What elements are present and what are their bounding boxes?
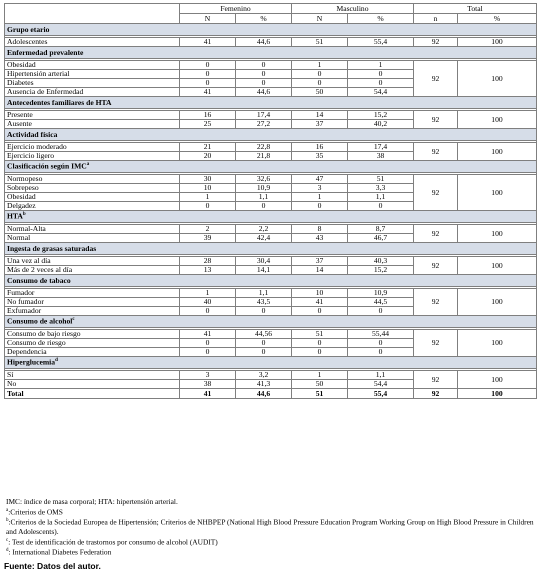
row-label: Normal (5, 234, 180, 243)
male-n: 3 (292, 184, 348, 193)
male-pct: 0 (348, 70, 414, 79)
female-n: 0 (180, 70, 236, 79)
total-pct: 100 (458, 111, 537, 129)
total-n: 92 (414, 257, 458, 275)
female-pct: 0 (236, 61, 292, 70)
section-title-footnote-mark: a (86, 162, 90, 168)
male-pct: 0 (348, 202, 414, 211)
footnote-mark: a (6, 508, 9, 513)
row-label: Exfumador (5, 307, 180, 316)
female-pct: 0 (236, 348, 292, 357)
table-row (5, 330, 537, 339)
row-label: Diabetes (5, 79, 180, 88)
female-pct: 43,5 (236, 298, 292, 307)
female-n: 13 (180, 266, 236, 275)
male-n: 51 (292, 330, 348, 339)
female-n: 41 (180, 88, 236, 97)
male-pct: 0 (348, 339, 414, 348)
female-pct: 44,6 (236, 38, 292, 47)
female-n: 30 (180, 175, 236, 184)
total-male-pct: 55,4 (348, 389, 414, 399)
section-title-footnote-mark: c (72, 317, 75, 323)
female-pct: 0 (236, 202, 292, 211)
row-label: Sobrepeso (5, 184, 180, 193)
footnote (6, 546, 536, 556)
female-n: 0 (180, 307, 236, 316)
female-n: 40 (180, 298, 236, 307)
female-pct: 22,8 (236, 143, 292, 152)
male-pct: 15,2 (348, 111, 414, 120)
footnote-text: : Test de identificación de trastornos por consumo de alcohol (AUDIT) (8, 537, 218, 547)
total-male-n: 51 (292, 389, 348, 399)
female-n: 0 (180, 339, 236, 348)
male-n: 0 (292, 202, 348, 211)
row-label: Presente (5, 111, 180, 120)
section-title (5, 211, 537, 223)
row-label: Fumador (5, 289, 180, 298)
female-pct: 30,4 (236, 257, 292, 266)
section-title-text: HTA (7, 211, 23, 221)
male-pct: 0 (348, 348, 414, 357)
female-n: 0 (180, 79, 236, 88)
total-pct: 100 (458, 143, 537, 161)
section-title (5, 161, 537, 173)
female-pct: 3,2 (236, 371, 292, 380)
male-n: 50 (292, 88, 348, 97)
row-label: Consumo de riesgo (5, 339, 180, 348)
table-row (5, 143, 537, 152)
female-pct: 32,6 (236, 175, 292, 184)
section-title-text: Antecedentes familiares de HTA (7, 97, 112, 107)
male-n: 1 (292, 371, 348, 380)
section-title-text: Enfermedad prevalente (7, 47, 84, 57)
table-row (5, 371, 537, 380)
male-n: 37 (292, 120, 348, 129)
total-n: 92 (414, 225, 458, 243)
male-pct: 17,4 (348, 143, 414, 152)
female-n: 41 (180, 330, 236, 339)
female-pct: 1,1 (236, 193, 292, 202)
footnote-text: IMC: índice de masa corporal; HTA: hipertensión arterial. (6, 497, 178, 506)
total-pct: 100 (458, 330, 537, 357)
total-n: 92 (414, 330, 458, 357)
female-pct: 44,6 (236, 88, 292, 97)
male-n: 1 (292, 193, 348, 202)
section-title (5, 129, 537, 141)
male-pct: 1,1 (348, 371, 414, 380)
results-table (4, 3, 537, 399)
male-pct: 0 (348, 79, 414, 88)
female-n: 2 (180, 225, 236, 234)
row-label: Normopeso (5, 175, 180, 184)
total-total-pct: 100 (458, 389, 537, 399)
male-pct: 3,3 (348, 184, 414, 193)
male-n: 37 (292, 257, 348, 266)
total-pct: 100 (458, 38, 537, 47)
section-title-text: Clasificación según IMC (7, 161, 87, 171)
row-label: Adolescentes (5, 38, 180, 47)
section-header-row (5, 24, 537, 36)
male-pct: 38 (348, 152, 414, 161)
total-row-label: Total (5, 389, 180, 399)
section-title-footnote-mark: b (22, 212, 26, 218)
male-n: 0 (292, 307, 348, 316)
male-n: 50 (292, 380, 348, 389)
male-n: 16 (292, 143, 348, 152)
section-title (5, 97, 537, 109)
female-pct: 2,2 (236, 225, 292, 234)
section-header-row (5, 211, 537, 223)
total-pct: 100 (458, 257, 537, 275)
header-female-pct: % (236, 14, 292, 24)
total-n: 92 (414, 111, 458, 129)
section-header-row (5, 357, 537, 369)
female-pct: 0 (236, 79, 292, 88)
male-pct: 51 (348, 175, 414, 184)
female-n: 3 (180, 371, 236, 380)
male-n: 0 (292, 70, 348, 79)
section-title (5, 243, 537, 255)
female-n: 1 (180, 193, 236, 202)
female-pct: 0 (236, 307, 292, 316)
row-label: Ejercicio moderado (5, 143, 180, 152)
section-title-text: Grupo etario (7, 24, 50, 34)
male-n: 0 (292, 348, 348, 357)
row-label: Hipertensión arterial (5, 70, 180, 79)
female-n: 38 (180, 380, 236, 389)
total-female-n: 41 (180, 389, 236, 399)
male-n: 0 (292, 339, 348, 348)
female-n: 25 (180, 120, 236, 129)
male-n: 14 (292, 266, 348, 275)
header-row-groups (5, 4, 537, 14)
header-total: Total (414, 4, 537, 14)
section-header-row (5, 97, 537, 109)
row-label: Ausencia de Enfermedad (5, 88, 180, 97)
section-header-row (5, 275, 537, 287)
male-n: 43 (292, 234, 348, 243)
total-pct: 100 (458, 61, 537, 97)
total-female-pct: 44,6 (236, 389, 292, 399)
male-pct: 15,2 (348, 266, 414, 275)
female-pct: 44,56 (236, 330, 292, 339)
total-n: 92 (414, 175, 458, 211)
row-label: Delgadez (5, 202, 180, 211)
section-title-text: Consumo de tabaco (7, 275, 71, 285)
female-n: 0 (180, 202, 236, 211)
row-label: Consumo de bajo riesgo (5, 330, 180, 339)
female-n: 1 (180, 289, 236, 298)
section-title (5, 357, 537, 369)
male-pct: 46,7 (348, 234, 414, 243)
table-row (5, 289, 537, 298)
male-pct: 40,2 (348, 120, 414, 129)
female-n: 21 (180, 143, 236, 152)
source-note: Fuente: Datos del autor. (4, 561, 101, 571)
male-pct: 1 (348, 61, 414, 70)
header-male-pct: % (348, 14, 414, 24)
section-title-text: Ingesta de grasas saturadas (7, 243, 97, 253)
female-pct: 10,9 (236, 184, 292, 193)
section-header-row (5, 316, 537, 328)
footnote-text: :Criterios de OMS (8, 507, 63, 517)
female-pct: 0 (236, 339, 292, 348)
female-n: 0 (180, 61, 236, 70)
male-pct: 0 (348, 307, 414, 316)
total-n: 92 (414, 289, 458, 316)
male-pct: 1,1 (348, 193, 414, 202)
table-row (5, 111, 537, 120)
section-header-row (5, 243, 537, 255)
male-pct: 55,44 (348, 330, 414, 339)
row-label: Dependencia (5, 348, 180, 357)
female-pct: 17,4 (236, 111, 292, 120)
section-title (5, 47, 537, 59)
section-title-text: Actividad física (7, 129, 58, 139)
total-row (5, 389, 537, 399)
footnote (6, 516, 536, 535)
row-label: Obesidad (5, 61, 180, 70)
row-label: Sí (5, 371, 180, 380)
male-n: 0 (292, 79, 348, 88)
male-n: 41 (292, 298, 348, 307)
footnote (6, 506, 536, 516)
total-pct: 100 (458, 289, 537, 316)
female-pct: 27,2 (236, 120, 292, 129)
section-title-text: Hiperglucemia (7, 357, 56, 367)
female-pct: 41,3 (236, 380, 292, 389)
section-header-row (5, 47, 537, 59)
male-n: 10 (292, 289, 348, 298)
male-pct: 54,4 (348, 380, 414, 389)
male-pct: 8,7 (348, 225, 414, 234)
male-n: 47 (292, 175, 348, 184)
section-title-text: Consumo de alcohol (7, 316, 73, 326)
row-label: Normal-Alta (5, 225, 180, 234)
female-n: 0 (180, 348, 236, 357)
table-row (5, 38, 537, 47)
female-pct: 14,1 (236, 266, 292, 275)
footnote-text: : International Diabetes Federation (8, 547, 112, 557)
footnote-mark: c (6, 537, 9, 543)
male-n: 1 (292, 61, 348, 70)
footnote (6, 536, 536, 546)
header-total-n: n (414, 14, 458, 24)
row-label: Ejercicio ligero (5, 152, 180, 161)
female-pct: 42,4 (236, 234, 292, 243)
male-pct: 10,9 (348, 289, 414, 298)
row-label: No fumador (5, 298, 180, 307)
row-label: Una vez al día (5, 257, 180, 266)
total-n: 92 (414, 38, 458, 47)
female-n: 16 (180, 111, 236, 120)
row-label: Ausente (5, 120, 180, 129)
table-row (5, 225, 537, 234)
table-row (5, 257, 537, 266)
female-pct: 0 (236, 70, 292, 79)
row-label: Más de 2 veces al día (5, 266, 180, 275)
male-n: 51 (292, 38, 348, 47)
header-male-n: N (292, 14, 348, 24)
header-female: Femenino (180, 4, 292, 14)
female-pct: 21,8 (236, 152, 292, 161)
section-title (5, 316, 537, 328)
footnote-mark: b (6, 518, 9, 524)
female-n: 20 (180, 152, 236, 161)
female-pct: 1,1 (236, 289, 292, 298)
footnote (6, 497, 536, 506)
male-pct: 44,5 (348, 298, 414, 307)
total-n: 92 (414, 371, 458, 389)
section-title-footnote-mark: d (55, 358, 58, 364)
male-pct: 40,3 (348, 257, 414, 266)
male-n: 14 (292, 111, 348, 120)
male-pct: 55,4 (348, 38, 414, 47)
total-total-n: 92 (414, 389, 458, 399)
header-total-pct: % (458, 14, 537, 24)
total-pct: 100 (458, 175, 537, 211)
male-n: 8 (292, 225, 348, 234)
section-header-row (5, 129, 537, 141)
total-n: 92 (414, 143, 458, 161)
section-title (5, 275, 537, 287)
table-row (5, 175, 537, 184)
header-blank (5, 4, 180, 24)
section-title (5, 24, 537, 36)
female-n: 10 (180, 184, 236, 193)
footnotes (6, 497, 536, 557)
header-male: Masculino (292, 4, 414, 14)
male-n: 35 (292, 152, 348, 161)
total-pct: 100 (458, 225, 537, 243)
female-n: 28 (180, 257, 236, 266)
section-header-row (5, 161, 537, 173)
header-female-n: N (180, 14, 236, 24)
row-label: Obesidad (5, 193, 180, 202)
footnote-mark: d (6, 548, 9, 554)
total-n: 92 (414, 61, 458, 97)
table-row (5, 61, 537, 70)
female-n: 39 (180, 234, 236, 243)
footnote-text: :Criterios de la Sociedad Europea de Hipertensión; Criterios de NHBPEP (National High Blood Pressure Education Program Working Group on High Blood Pressure in Children and Adolescents). (6, 517, 534, 536)
total-pct: 100 (458, 371, 537, 389)
row-label: No (5, 380, 180, 389)
male-pct: 54,4 (348, 88, 414, 97)
female-n: 41 (180, 38, 236, 47)
